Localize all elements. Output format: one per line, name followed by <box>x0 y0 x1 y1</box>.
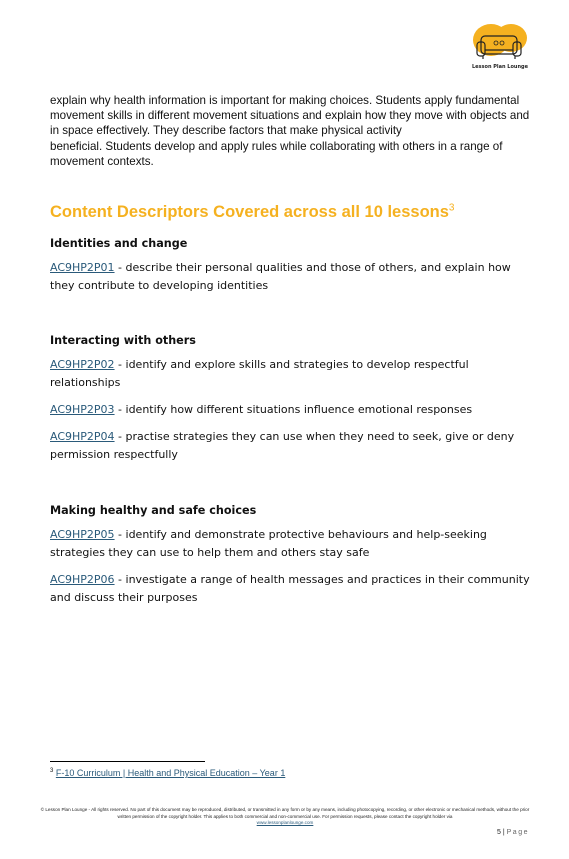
footnote <box>50 768 285 778</box>
descriptor-code-link[interactable]: AC9HP2P04 <box>50 430 115 443</box>
descriptor-text: - identify and explore skills and strategies to develop respectful relationships <box>50 358 469 389</box>
descriptor-item <box>50 428 530 464</box>
descriptor-code-link[interactable]: AC9HP2P02 <box>50 358 115 371</box>
heading-footnote-ref[interactable]: 3 <box>448 202 455 214</box>
descriptor-code-link[interactable]: AC9HP2P01 <box>50 261 115 274</box>
section-identities-and-change <box>50 237 530 295</box>
section-interacting-with-others <box>50 334 530 464</box>
footnote-number: 3 <box>50 768 54 774</box>
descriptor-text: - identify and demonstrate protective behaviours and help-seeking strategies they can use to help them and others stay safe <box>50 528 487 559</box>
descriptor-text: - practise strategies they can use when they need to seek, give or deny permission respectfully <box>50 430 515 461</box>
logo-text: Lesson Plan Lounge <box>471 64 529 70</box>
descriptor-item <box>50 401 530 419</box>
section-making-healthy-and-safe-choices <box>50 504 530 607</box>
copyright-website-link[interactable]: www.lessonplanlounge.com <box>256 820 314 825</box>
descriptor-text: - investigate a range of health messages and practices in their community and discuss their purposes <box>50 573 530 604</box>
footnote-link[interactable]: F-10 Curriculum | Health and Physical Education – Year 1 <box>55 768 286 778</box>
copyright-text: © Lesson Plan Lounge - All rights reserved. No part of this document may be reproduced, distributed, or transmitted in any form or by any means, including photocopying, recording, or other electronic or mechanical methods, without the prior written permission of the copyright holder. This applies to both commercial and non-commercial use. For permission requests, please contact the copyright holder via <box>40 807 530 819</box>
descriptor-code-link[interactable]: AC9HP2P06 <box>50 573 115 586</box>
content-descriptors-heading <box>50 203 454 222</box>
descriptor-item <box>50 259 530 295</box>
section-title: Making healthy and safe choices <box>50 504 257 517</box>
intro-line-1: explain why health information is important for making choices. Students apply fundamental movement skills in different movement situations and explain how they move with objects and in space effectively. They describe factors that make physical activity <box>50 94 530 138</box>
copyright-notice <box>40 807 530 827</box>
descriptor-item <box>50 571 530 607</box>
descriptor-text: - describe their personal qualities and those of others, and explain how they contribute to developing identities <box>50 261 511 292</box>
footnote-separator <box>50 761 205 762</box>
descriptor-item <box>50 356 530 392</box>
section-title: Interacting with others <box>50 334 196 347</box>
descriptor-text: - identify how different situations influence emotional responses <box>114 403 473 416</box>
heading-text: Content Descriptors Covered across all 10 lessons <box>50 203 449 221</box>
page-number-value: 5 <box>497 829 501 836</box>
descriptor-code-link[interactable]: AC9HP2P03 <box>50 403 115 416</box>
descriptor-code-link[interactable]: AC9HP2P05 <box>50 528 115 541</box>
page-number: 5 | Page <box>497 829 529 836</box>
intro-paragraph <box>50 93 530 169</box>
intro-line-2: beneficial. Students develop and apply rules while collaborating with others in a range of movement contexts. <box>50 139 503 168</box>
section-title: Identities and change <box>50 237 188 250</box>
page-label: Page <box>506 829 529 836</box>
descriptor-item <box>50 526 530 562</box>
